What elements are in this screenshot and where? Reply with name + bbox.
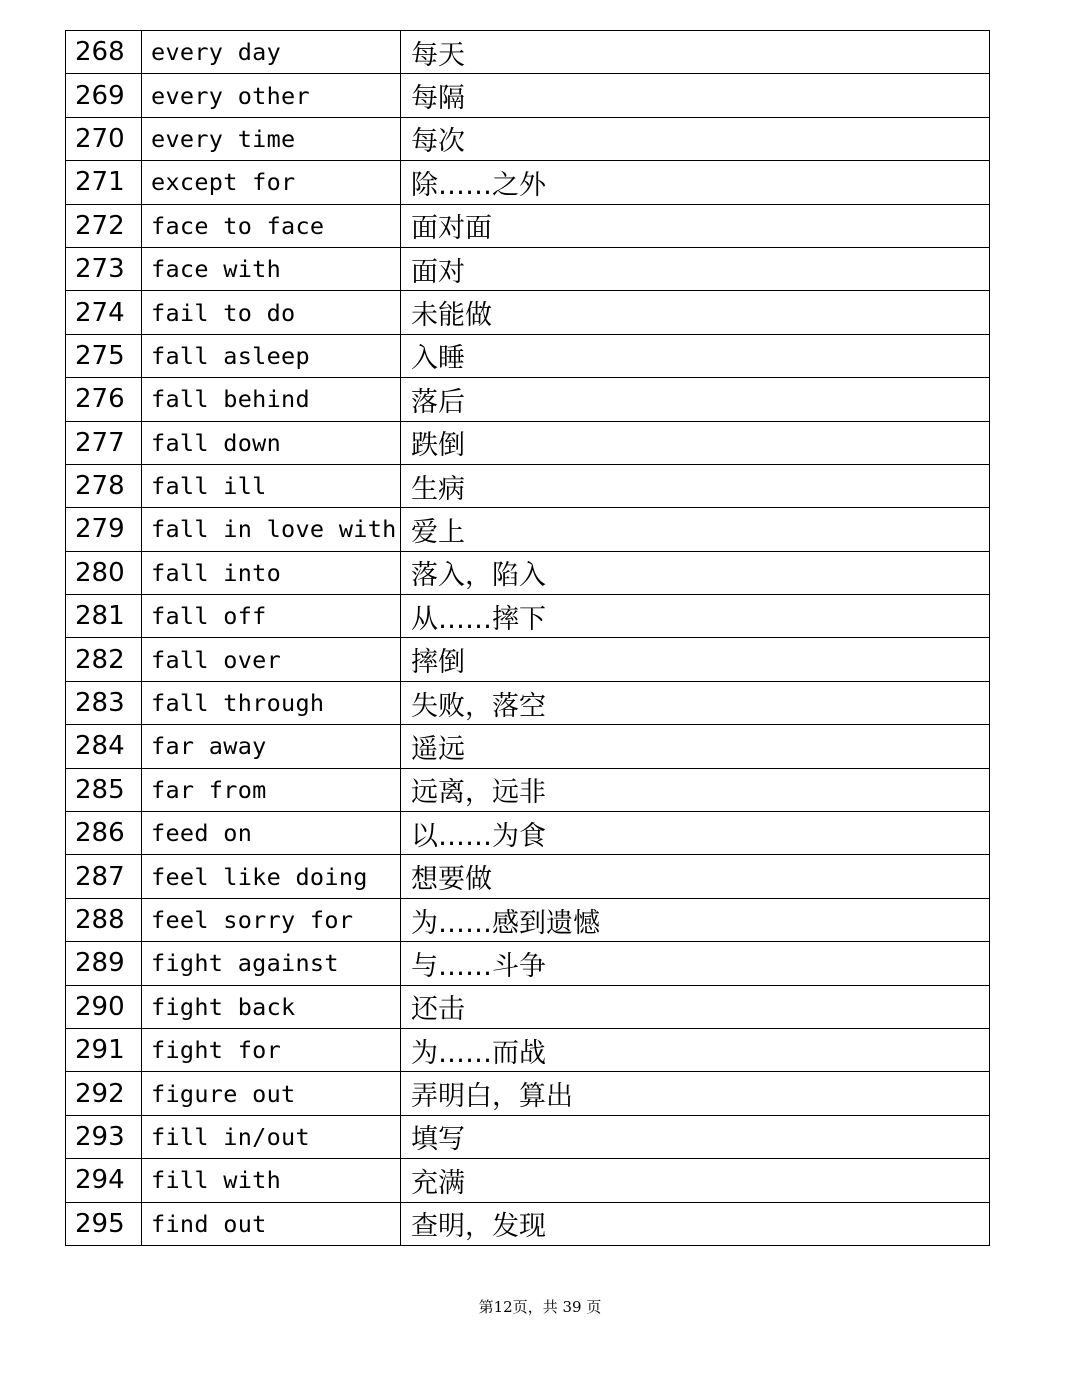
entry-number: 274 <box>66 291 142 334</box>
table-row <box>66 334 990 377</box>
table-row <box>66 1115 990 1158</box>
entry-number: 273 <box>66 247 142 290</box>
table-row <box>66 161 990 204</box>
entry-number: 292 <box>66 1072 142 1115</box>
chinese-meaning: 摔倒 <box>401 638 990 681</box>
english-phrase: fall through <box>142 681 401 724</box>
entry-number: 289 <box>66 942 142 985</box>
entry-number: 279 <box>66 508 142 551</box>
entry-number: 272 <box>66 204 142 247</box>
table-row <box>66 595 990 638</box>
chinese-meaning: 每天 <box>401 31 990 74</box>
chinese-meaning: 为……而战 <box>401 1028 990 1071</box>
entry-number: 295 <box>66 1202 142 1245</box>
chinese-meaning: 每次 <box>401 117 990 160</box>
chinese-meaning: 面对面 <box>401 204 990 247</box>
english-phrase: except for <box>142 161 401 204</box>
entry-number: 284 <box>66 725 142 768</box>
table-row <box>66 204 990 247</box>
entry-number: 282 <box>66 638 142 681</box>
entry-number: 268 <box>66 31 142 74</box>
entry-number: 285 <box>66 768 142 811</box>
english-phrase: face with <box>142 247 401 290</box>
english-phrase: feel like doing <box>142 855 401 898</box>
english-phrase: fall in love with <box>142 508 401 551</box>
english-phrase: every time <box>142 117 401 160</box>
entry-number: 271 <box>66 161 142 204</box>
chinese-meaning: 每隔 <box>401 74 990 117</box>
entry-number: 270 <box>66 117 142 160</box>
english-phrase: fall ill <box>142 464 401 507</box>
table-row <box>66 508 990 551</box>
chinese-meaning: 生病 <box>401 464 990 507</box>
table-row <box>66 1028 990 1071</box>
table-row <box>66 551 990 594</box>
entry-number: 276 <box>66 378 142 421</box>
entry-number: 287 <box>66 855 142 898</box>
table-row <box>66 117 990 160</box>
english-phrase: fall off <box>142 595 401 638</box>
entry-number: 277 <box>66 421 142 464</box>
chinese-meaning: 面对 <box>401 247 990 290</box>
chinese-meaning: 落入，陷入 <box>401 551 990 594</box>
chinese-meaning: 想要做 <box>401 855 990 898</box>
page-number-footer: 第12页，共 39 页 <box>478 1298 602 1316</box>
table-row <box>66 985 990 1028</box>
chinese-meaning: 还击 <box>401 985 990 1028</box>
table-row <box>66 855 990 898</box>
english-phrase: far from <box>142 768 401 811</box>
english-phrase: fight against <box>142 942 401 985</box>
chinese-meaning: 失败，落空 <box>401 681 990 724</box>
english-phrase: fall over <box>142 638 401 681</box>
table-row <box>66 378 990 421</box>
table-row <box>66 942 990 985</box>
table-row <box>66 768 990 811</box>
chinese-meaning: 填写 <box>401 1115 990 1158</box>
english-phrase: every other <box>142 74 401 117</box>
table-row <box>66 31 990 74</box>
english-phrase: fall into <box>142 551 401 594</box>
english-phrase: face to face <box>142 204 401 247</box>
chinese-meaning: 远离，远非 <box>401 768 990 811</box>
entry-number: 290 <box>66 985 142 1028</box>
entry-number: 283 <box>66 681 142 724</box>
vocabulary-table <box>65 30 990 1246</box>
table-row <box>66 725 990 768</box>
table-row <box>66 421 990 464</box>
table-row <box>66 898 990 941</box>
english-phrase: feel sorry for <box>142 898 401 941</box>
chinese-meaning: 与……斗争 <box>401 942 990 985</box>
english-phrase: find out <box>142 1202 401 1245</box>
entry-number: 288 <box>66 898 142 941</box>
english-phrase: fill with <box>142 1159 401 1202</box>
entry-number: 281 <box>66 595 142 638</box>
table-row <box>66 681 990 724</box>
table-row <box>66 1072 990 1115</box>
english-phrase: feed on <box>142 812 401 855</box>
chinese-meaning: 除……之外 <box>401 161 990 204</box>
table-row <box>66 638 990 681</box>
english-phrase: fight for <box>142 1028 401 1071</box>
chinese-meaning: 弄明白，算出 <box>401 1072 990 1115</box>
table-row <box>66 464 990 507</box>
entry-number: 280 <box>66 551 142 594</box>
entry-number: 293 <box>66 1115 142 1158</box>
english-phrase: fight back <box>142 985 401 1028</box>
english-phrase: figure out <box>142 1072 401 1115</box>
chinese-meaning: 爱上 <box>401 508 990 551</box>
chinese-meaning: 跌倒 <box>401 421 990 464</box>
english-phrase: fall down <box>142 421 401 464</box>
english-phrase: far away <box>142 725 401 768</box>
chinese-meaning: 从……摔下 <box>401 595 990 638</box>
english-phrase: fail to do <box>142 291 401 334</box>
vocabulary-table-body <box>66 31 990 1246</box>
entry-number: 294 <box>66 1159 142 1202</box>
table-row <box>66 812 990 855</box>
table-row <box>66 1159 990 1202</box>
english-phrase: every day <box>142 31 401 74</box>
entry-number: 275 <box>66 334 142 377</box>
table-row <box>66 291 990 334</box>
chinese-meaning: 落后 <box>401 378 990 421</box>
english-phrase: fall behind <box>142 378 401 421</box>
chinese-meaning: 为……感到遗憾 <box>401 898 990 941</box>
chinese-meaning: 入睡 <box>401 334 990 377</box>
english-phrase: fill in/out <box>142 1115 401 1158</box>
chinese-meaning: 查明，发现 <box>401 1202 990 1245</box>
entry-number: 269 <box>66 74 142 117</box>
entry-number: 286 <box>66 812 142 855</box>
chinese-meaning: 遥远 <box>401 725 990 768</box>
table-row <box>66 247 990 290</box>
table-row <box>66 74 990 117</box>
table-row <box>66 1202 990 1245</box>
chinese-meaning: 以……为食 <box>401 812 990 855</box>
chinese-meaning: 未能做 <box>401 291 990 334</box>
entry-number: 291 <box>66 1028 142 1071</box>
entry-number: 278 <box>66 464 142 507</box>
english-phrase: fall asleep <box>142 334 401 377</box>
chinese-meaning: 充满 <box>401 1159 990 1202</box>
